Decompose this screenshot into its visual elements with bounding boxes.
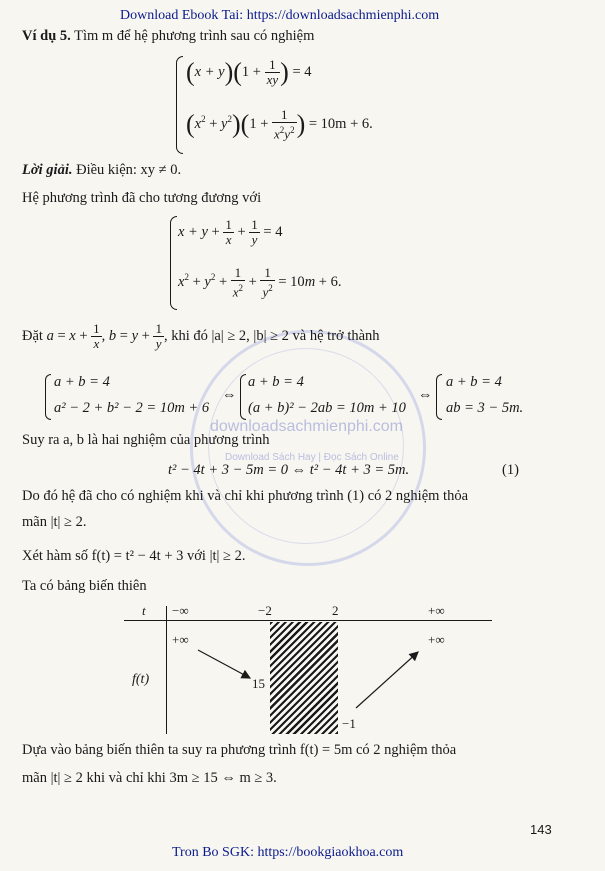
sys-c1: a + b = 4: [446, 374, 502, 390]
tick-2: 2: [332, 603, 339, 618]
arrow-decreasing: [198, 650, 250, 678]
system-eq-1: (x + y)(1 + $\frac{1}{xy}$ ) = 4: [186, 57, 312, 87]
header-link[interactable]: Download Ebook Tai: https://downloadsachmienphi.com: [120, 8, 440, 23]
sys-c2: ab = 3 − 5m.: [446, 400, 524, 416]
tick-neg-2: −2: [258, 603, 272, 618]
footer-link[interactable]: Tron Bo SGK: https://bookgiaokhoa.com: [172, 845, 404, 860]
iff-symbol-2: ⇔: [418, 387, 433, 403]
table-t-label: t: [142, 603, 146, 618]
table-f-label: f(t): [132, 672, 150, 687]
tick-neg-inf: −∞: [172, 603, 189, 618]
left-bottom-value: 15: [252, 676, 265, 691]
example-label: Ví dụ 5.: [22, 28, 71, 44]
conclusion-line-2: mãn |t| ≥ 2 khi và chỉ khi 3m ≥ 15 ⇔ m ≥ 3.: [22, 770, 277, 786]
substitution-line: Đặt a = x + $\frac{1}{x}$ , b = y + $\frac{1}{y}$ , khi đó |a| ≥ 2, |b| ≥ 2 và hệ trở thành: [22, 321, 380, 351]
equiv-eq-1: x + y + $\frac{1}{x}$ + $\frac{1}{y}$ = 4: [178, 217, 283, 247]
equation-number: (1): [502, 462, 519, 478]
equivalence-text: Hệ phương trình đã cho tương đương với: [22, 190, 262, 206]
do-do-text: Do đó hệ đã cho có nghiệm khi và chỉ khi phương trình (1) có 2 nghiệm thỏa: [22, 488, 469, 504]
equiv-eq-2: $x^2 + y^2$ + $\frac{1}{x^2}$ + $\frac{1}{y^2}$ = 10m + 6.: [178, 265, 342, 300]
solution-label: Lời giải.: [22, 162, 73, 178]
iff-symbol-1: ⇔: [222, 387, 237, 403]
conclusion-line-1: Dựa vào bảng biến thiên ta suy ra phương trình f(t) = 5m có 2 nghiệm thỏa: [22, 742, 457, 758]
sys-b1: a + b = 4: [248, 374, 304, 390]
right-bottom-value: −1: [342, 716, 356, 731]
sys-a2: a² − 2 + b² − 2 = 10m + 6: [54, 400, 210, 416]
solution-condition: Điều kiện: xy ≠ 0.: [76, 162, 182, 178]
sub-intro: Đặt: [22, 327, 43, 344]
system-eq-2: $(x^2 + y^2)(1$ + $\frac{1}{x^2y^2}$ ) = 10m + 6.: [186, 107, 373, 142]
eq1-rhs: = 4: [292, 63, 312, 80]
left-top-value: +∞: [172, 632, 189, 647]
eq2-rhs: = 10m + 6.: [308, 116, 373, 132]
page-number: 143: [530, 822, 552, 837]
man-t-text: mãn |t| ≥ 2.: [22, 514, 87, 530]
right-top-value: +∞: [428, 632, 445, 647]
sub-mid: khi đó |a| ≥ 2, |b| ≥ 2 và hệ trở thành: [171, 327, 380, 344]
suy-ra-text: Suy ra a, b là hai nghiệm của phương trình: [22, 432, 270, 448]
ta-co-text: Ta có bảng biến thiên: [22, 578, 147, 594]
equation-t: t² − 4t + 3 − 5m = 0 ⇔ t² − 4t + 3 = 5m.: [168, 462, 410, 478]
tick-pos-inf: +∞: [428, 603, 445, 618]
sys-a1: a + b = 4: [54, 374, 110, 390]
watermark-subtext: Download Sách Hay | Đọc Sách Online: [225, 452, 399, 463]
watermark-text: downloadsachmienphi.com: [210, 418, 403, 435]
example-text: Tìm m để hệ phương trình sau có nghiệm: [74, 28, 315, 44]
xet-ham-so-text: Xét hàm số f(t) = t² − 4t + 3 với |t| ≥ 2.: [22, 548, 246, 564]
sys-b2: (a + b)² − 2ab = 10m + 10: [248, 400, 406, 416]
arrow-increasing: [356, 652, 418, 708]
